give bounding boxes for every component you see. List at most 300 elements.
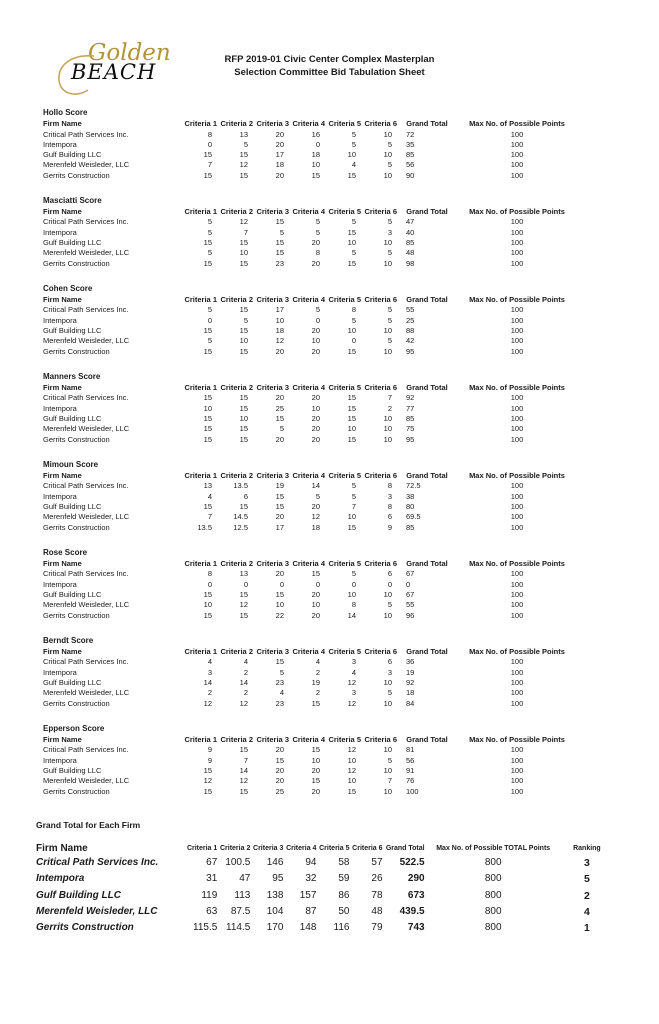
table-row <box>43 130 579 140</box>
criteria-score: 15 <box>347 434 356 444</box>
grand-total-value: 100 <box>406 786 419 796</box>
column-header: Criteria 2 <box>220 734 253 744</box>
criteria-score: 4 <box>207 657 212 667</box>
firm-name: Intempora <box>43 227 77 237</box>
criteria-total: 87.5 <box>230 905 251 917</box>
firm-name: Merenfeld Weisleder, LLC <box>43 512 130 522</box>
criteria-score: 8 <box>351 305 356 315</box>
column-header: Criteria 3 <box>256 294 289 304</box>
criteria-score: 15 <box>239 305 248 315</box>
grand-total-title: Grand Total for Each Firm <box>36 820 141 830</box>
grand-total-value: 77 <box>406 403 415 413</box>
column-header: Criteria 4 <box>292 646 325 656</box>
column-header: Criteria 5 <box>319 845 350 852</box>
table-row <box>43 600 579 610</box>
criteria-score: 15 <box>203 258 212 268</box>
criteria-score: 10 <box>311 755 320 765</box>
firm-name: Intempora <box>43 667 77 677</box>
grand-total-value: 522.5 <box>399 857 425 868</box>
max-points-value: 100 <box>510 569 524 579</box>
criteria-score: 15 <box>203 238 212 248</box>
grand-total-value: 36 <box>406 657 415 667</box>
criteria-score: 15 <box>203 326 212 336</box>
criteria-score: 10 <box>275 315 284 325</box>
criteria-score: 4 <box>351 667 356 677</box>
criteria-score: 10 <box>383 590 392 600</box>
table-row <box>43 492 579 502</box>
criteria-score: 5 <box>207 227 212 237</box>
grand-total-value: 95 <box>406 434 415 444</box>
criteria-score: 9 <box>387 522 392 532</box>
criteria-score: 15 <box>239 424 248 434</box>
criteria-score: 5 <box>387 217 392 227</box>
grand-total-value: 72.5 <box>406 481 421 491</box>
grand-total-value: 72 <box>406 129 415 139</box>
firm-name: Gulf Building LLC <box>43 326 102 336</box>
criteria-score: 8 <box>351 600 356 610</box>
criteria-score: 20 <box>275 765 284 775</box>
criteria-score: 15 <box>347 522 356 532</box>
criteria-score: 8 <box>387 481 392 491</box>
column-header: Criteria 1 <box>184 470 217 480</box>
column-header: Max No. of Possible Points <box>469 558 565 568</box>
grand-total-table <box>36 842 616 936</box>
max-points-value: 100 <box>510 227 524 237</box>
column-header: Criteria 5 <box>328 734 361 744</box>
criteria-score: 15 <box>347 393 356 403</box>
score-table <box>43 559 579 621</box>
table-row <box>43 435 579 445</box>
table-row <box>43 776 579 786</box>
criteria-score: 2 <box>207 688 212 698</box>
criteria-score: 5 <box>243 315 248 325</box>
column-header: Criteria 5 <box>328 206 361 216</box>
criteria-score: 10 <box>239 248 248 258</box>
criteria-total: 100.5 <box>225 857 251 868</box>
column-header: Criteria 1 <box>184 206 217 216</box>
column-header: Firm Name <box>43 206 82 216</box>
criteria-score: 15 <box>275 590 284 600</box>
grand-total-value: 92 <box>406 393 415 403</box>
criteria-score: 10 <box>383 610 392 620</box>
criteria-score: 15 <box>203 590 212 600</box>
column-header: Criteria 2 <box>219 845 251 852</box>
column-header: Criteria 3 <box>256 119 289 128</box>
grand-total-value: 75 <box>406 424 415 434</box>
score-section-title: Mimoun Score <box>43 459 99 469</box>
column-header: Grand Total <box>406 734 448 744</box>
score-section <box>0 196 659 269</box>
column-header: Max No. of Possible Points <box>469 734 565 744</box>
grand-total-value: 18 <box>406 688 415 698</box>
firm-name: Intempora <box>43 755 77 765</box>
criteria-score: 18 <box>311 522 320 532</box>
document-title-line2: Selection Committee Bid Tabulation Sheet <box>234 67 425 78</box>
criteria-score: 5 <box>351 248 356 258</box>
criteria-score: 20 <box>275 346 284 356</box>
criteria-total: 115.5 <box>193 922 218 934</box>
criteria-score: 14.5 <box>233 512 248 522</box>
criteria-score: 12 <box>239 776 248 786</box>
max-points-value: 100 <box>510 698 524 708</box>
max-points-value: 100 <box>510 326 524 336</box>
criteria-score: 12 <box>239 160 248 170</box>
criteria-score: 15 <box>275 502 284 512</box>
criteria-score: 9 <box>207 745 212 755</box>
score-table <box>43 647 579 709</box>
max-points-value: 100 <box>510 502 524 512</box>
score-section <box>0 460 659 533</box>
criteria-total: 31 <box>206 873 218 885</box>
max-points-value: 100 <box>510 336 524 346</box>
grand-total-value: 84 <box>406 698 415 708</box>
criteria-score: 3 <box>387 227 392 237</box>
criteria-score: 10 <box>383 698 392 708</box>
criteria-score: 17 <box>275 150 284 160</box>
max-points-value: 100 <box>510 305 524 315</box>
column-header: Max No. of Possible TOTAL Points <box>436 845 551 852</box>
column-header: Criteria 5 <box>328 119 361 128</box>
criteria-score: 10 <box>383 346 392 356</box>
max-points-value: 100 <box>510 258 524 268</box>
table-row <box>43 424 579 434</box>
firm-name: Intempora <box>36 873 85 885</box>
criteria-score: 15 <box>203 170 212 180</box>
criteria-score: 0 <box>207 315 212 325</box>
criteria-score: 15 <box>239 610 248 620</box>
criteria-score: 15 <box>347 227 356 237</box>
criteria-score: 5 <box>351 139 356 149</box>
score-section-title: Berndt Score <box>43 635 94 645</box>
table-row <box>36 888 616 904</box>
criteria-total: 57 <box>371 857 383 868</box>
criteria-score: 3 <box>207 667 212 677</box>
criteria-total: 79 <box>371 922 383 934</box>
firm-name: Gerrits Construction <box>43 170 110 180</box>
criteria-score: 10 <box>383 414 392 424</box>
criteria-score: 15 <box>203 765 212 775</box>
column-header: Grand Total <box>406 382 448 392</box>
criteria-score: 7 <box>387 776 392 786</box>
criteria-score: 15 <box>239 258 248 268</box>
criteria-score: 20 <box>275 170 284 180</box>
criteria-score: 7 <box>243 227 248 237</box>
firm-name: Intempora <box>43 315 77 325</box>
firm-name: Gerrits Construction <box>43 786 110 796</box>
column-header: Criteria 1 <box>184 646 217 656</box>
table-row <box>43 316 579 326</box>
criteria-score: 15 <box>311 745 320 755</box>
column-header: Criteria 2 <box>220 558 253 568</box>
column-header: Firm Name <box>43 119 82 128</box>
column-header: Criteria 5 <box>328 382 361 392</box>
column-header: Criteria 2 <box>220 119 253 128</box>
criteria-score: 10 <box>311 336 320 346</box>
ranking-value: 4 <box>583 905 590 918</box>
criteria-score: 0 <box>315 139 320 149</box>
criteria-total: 146 <box>266 857 284 868</box>
header-row <box>43 207 579 218</box>
criteria-score: 10 <box>239 414 248 424</box>
column-header: Criteria 6 <box>364 558 397 568</box>
header-row <box>43 647 579 658</box>
max-points-value: 100 <box>510 434 524 444</box>
criteria-total: 87 <box>305 905 317 917</box>
criteria-score: 18 <box>275 160 284 170</box>
column-header: Criteria 6 <box>364 646 397 656</box>
table-row <box>43 140 579 150</box>
criteria-score: 15 <box>275 491 284 501</box>
criteria-score: 20 <box>311 610 320 620</box>
criteria-score: 15 <box>239 590 248 600</box>
criteria-score: 15 <box>275 238 284 248</box>
criteria-total: 104 <box>266 905 284 917</box>
criteria-score: 13 <box>203 481 212 491</box>
max-points-value: 100 <box>510 346 524 356</box>
grand-total-value: 92 <box>406 678 415 687</box>
table-row <box>43 414 579 424</box>
score-section-title: Cohen Score <box>43 283 93 293</box>
criteria-score: 22 <box>275 610 284 620</box>
column-header: Criteria 4 <box>292 206 325 216</box>
criteria-score: 3 <box>351 688 356 698</box>
max-points-value: 100 <box>510 150 524 160</box>
column-header: Criteria 2 <box>220 294 253 304</box>
score-section-title: Rose Score <box>43 547 88 557</box>
firm-name: Critical Path Services Inc. <box>43 305 129 315</box>
grand-total-value: 85 <box>406 522 415 532</box>
firm-name: Gerrits Construction <box>43 610 110 620</box>
criteria-total: 170 <box>266 922 284 934</box>
document-title-line1: RFP 2019-01 Civic Center Complex Masterplan <box>224 54 435 65</box>
table-row <box>43 150 579 160</box>
column-header: Criteria 2 <box>220 470 253 480</box>
criteria-score: 20 <box>311 502 320 512</box>
grand-total-value: 76 <box>406 776 415 786</box>
criteria-score: 13.5 <box>233 481 248 491</box>
criteria-score: 23 <box>275 678 284 687</box>
criteria-score: 15 <box>239 238 248 248</box>
max-points-value: 800 <box>484 857 502 868</box>
firm-name: Merenfeld Weisleder, LLC <box>43 424 130 434</box>
max-points-value: 100 <box>510 765 524 775</box>
criteria-score: 14 <box>203 678 212 687</box>
criteria-score: 10 <box>383 129 392 139</box>
criteria-score: 5 <box>315 217 320 227</box>
grand-total-value: 98 <box>406 258 415 268</box>
max-points-value: 100 <box>510 776 524 786</box>
criteria-total: 32 <box>305 873 317 885</box>
criteria-score: 5 <box>351 217 356 227</box>
criteria-score: 20 <box>311 393 320 403</box>
criteria-score: 8 <box>387 502 392 512</box>
criteria-score: 5 <box>387 160 392 170</box>
column-header: Criteria 6 <box>364 206 397 216</box>
firm-name: Merenfeld Weisleder, LLC <box>43 336 130 346</box>
firm-name: Critical Path Services Inc. <box>43 129 129 139</box>
column-header: Criteria 1 <box>186 845 218 852</box>
max-points-value: 100 <box>510 579 524 589</box>
criteria-score: 5 <box>207 336 212 346</box>
criteria-score: 12 <box>239 217 248 227</box>
grand-total-value: 96 <box>406 610 415 620</box>
criteria-score: 15 <box>239 170 248 180</box>
max-points-value: 100 <box>510 238 524 248</box>
criteria-score: 6 <box>387 512 392 522</box>
max-points-value: 100 <box>510 600 524 610</box>
table-row <box>43 678 579 688</box>
criteria-score: 15 <box>203 424 212 434</box>
max-points-value: 100 <box>510 745 524 755</box>
max-points-value: 800 <box>484 905 502 917</box>
criteria-score: 15 <box>239 150 248 160</box>
column-header: Criteria 1 <box>184 558 217 568</box>
criteria-score: 23 <box>275 258 284 268</box>
criteria-score: 12 <box>239 600 248 610</box>
firm-name: Gulf Building LLC <box>36 889 121 901</box>
criteria-score: 20 <box>311 786 320 796</box>
table-row <box>43 404 579 414</box>
criteria-total: 58 <box>338 857 350 868</box>
criteria-score: 4 <box>279 688 284 698</box>
criteria-score: 10 <box>347 590 356 600</box>
criteria-total: 78 <box>371 889 383 901</box>
criteria-score: 5 <box>279 667 284 677</box>
criteria-score: 20 <box>311 238 320 248</box>
table-row <box>43 393 579 403</box>
column-header: Firm Name <box>43 382 82 392</box>
score-section-title: Hollo Score <box>43 108 88 117</box>
score-table <box>43 207 579 269</box>
logo-text-beach: BEACH <box>71 60 157 84</box>
criteria-score: 10 <box>383 765 392 775</box>
column-header: Max No. of Possible Points <box>469 382 565 392</box>
grand-total-value: 439.5 <box>399 905 425 917</box>
criteria-score: 20 <box>275 434 284 444</box>
criteria-score: 0 <box>315 315 320 325</box>
column-header: Criteria 4 <box>286 845 317 852</box>
column-header: Grand Total <box>385 845 425 852</box>
column-header: Criteria 3 <box>253 845 284 852</box>
criteria-score: 15 <box>311 698 320 708</box>
criteria-score: 10 <box>347 238 356 248</box>
score-table <box>43 119 579 181</box>
score-section-title: Epperson Score <box>43 723 105 733</box>
table-row <box>43 259 579 269</box>
criteria-score: 10 <box>383 238 392 248</box>
column-header: Criteria 3 <box>256 382 289 392</box>
criteria-total: 148 <box>299 922 317 934</box>
criteria-score: 15 <box>239 786 248 796</box>
column-header: Criteria 6 <box>364 382 397 392</box>
criteria-score: 5 <box>315 305 320 315</box>
criteria-score: 5 <box>207 248 212 258</box>
criteria-score: 13 <box>239 129 248 139</box>
criteria-score: 15 <box>347 170 356 180</box>
criteria-score: 5 <box>387 315 392 325</box>
criteria-score: 12 <box>347 698 356 708</box>
criteria-score: 12 <box>275 336 284 346</box>
table-row <box>43 502 579 512</box>
criteria-score: 8 <box>207 129 212 139</box>
column-header: Criteria 4 <box>292 382 325 392</box>
table-row <box>36 871 616 887</box>
column-header: Criteria 3 <box>256 206 289 216</box>
criteria-score: 19 <box>275 481 284 491</box>
max-points-value: 100 <box>510 667 524 677</box>
criteria-score: 6 <box>387 569 392 579</box>
grand-total-value: 38 <box>406 491 415 501</box>
criteria-score: 10 <box>347 326 356 336</box>
table-row <box>43 248 579 258</box>
criteria-score: 20 <box>275 745 284 755</box>
criteria-score: 8 <box>315 248 320 258</box>
column-header: Firm Name <box>36 843 88 854</box>
header-row <box>43 295 579 306</box>
max-points-value: 100 <box>510 512 524 522</box>
max-points-value: 100 <box>510 414 524 424</box>
criteria-score: 15 <box>311 170 320 180</box>
criteria-score: 10 <box>383 258 392 268</box>
criteria-score: 19 <box>311 678 320 687</box>
criteria-score: 4 <box>207 491 212 501</box>
criteria-score: 10 <box>311 160 320 170</box>
criteria-score: 10 <box>311 403 320 413</box>
header-row <box>43 471 579 482</box>
column-header: Criteria 6 <box>364 470 397 480</box>
criteria-score: 12 <box>347 678 356 687</box>
column-header: Criteria 3 <box>256 646 289 656</box>
criteria-score: 15 <box>275 755 284 765</box>
table-row <box>43 512 579 522</box>
max-points-value: 100 <box>510 170 524 180</box>
criteria-score: 12 <box>347 745 356 755</box>
table-row <box>43 523 579 533</box>
criteria-score: 18 <box>311 150 320 160</box>
table-row <box>43 160 579 170</box>
criteria-total: 114.5 <box>226 922 251 934</box>
criteria-score: 4 <box>351 160 356 170</box>
criteria-score: 12 <box>203 698 212 708</box>
grand-total-value: 25 <box>406 315 415 325</box>
criteria-score: 7 <box>351 502 356 512</box>
firm-name: Critical Path Services Inc. <box>43 393 129 403</box>
criteria-score: 15 <box>203 414 212 424</box>
column-header: Grand Total <box>406 206 448 216</box>
grand-total-value: 91 <box>406 765 415 775</box>
criteria-score: 5 <box>387 755 392 765</box>
column-header: Criteria 2 <box>220 382 253 392</box>
criteria-score: 2 <box>243 688 248 698</box>
criteria-score: 20 <box>275 512 284 522</box>
max-points-value: 100 <box>510 786 524 796</box>
grand-total-value: 67 <box>406 569 415 579</box>
criteria-score: 15 <box>311 776 320 786</box>
criteria-score: 5 <box>315 227 320 237</box>
grand-total-value: 80 <box>406 502 415 512</box>
grand-total-value: 55 <box>406 305 415 315</box>
max-points-value: 100 <box>510 129 524 139</box>
criteria-total: 138 <box>266 889 284 901</box>
table-row <box>43 756 579 766</box>
document-title <box>0 53 659 79</box>
score-section <box>0 636 659 709</box>
firm-name: Gerrits Construction <box>43 346 110 356</box>
criteria-score: 20 <box>275 776 284 786</box>
criteria-score: 10 <box>347 424 356 434</box>
firm-name: Gerrits Construction <box>36 922 134 934</box>
criteria-score: 15 <box>275 657 284 667</box>
